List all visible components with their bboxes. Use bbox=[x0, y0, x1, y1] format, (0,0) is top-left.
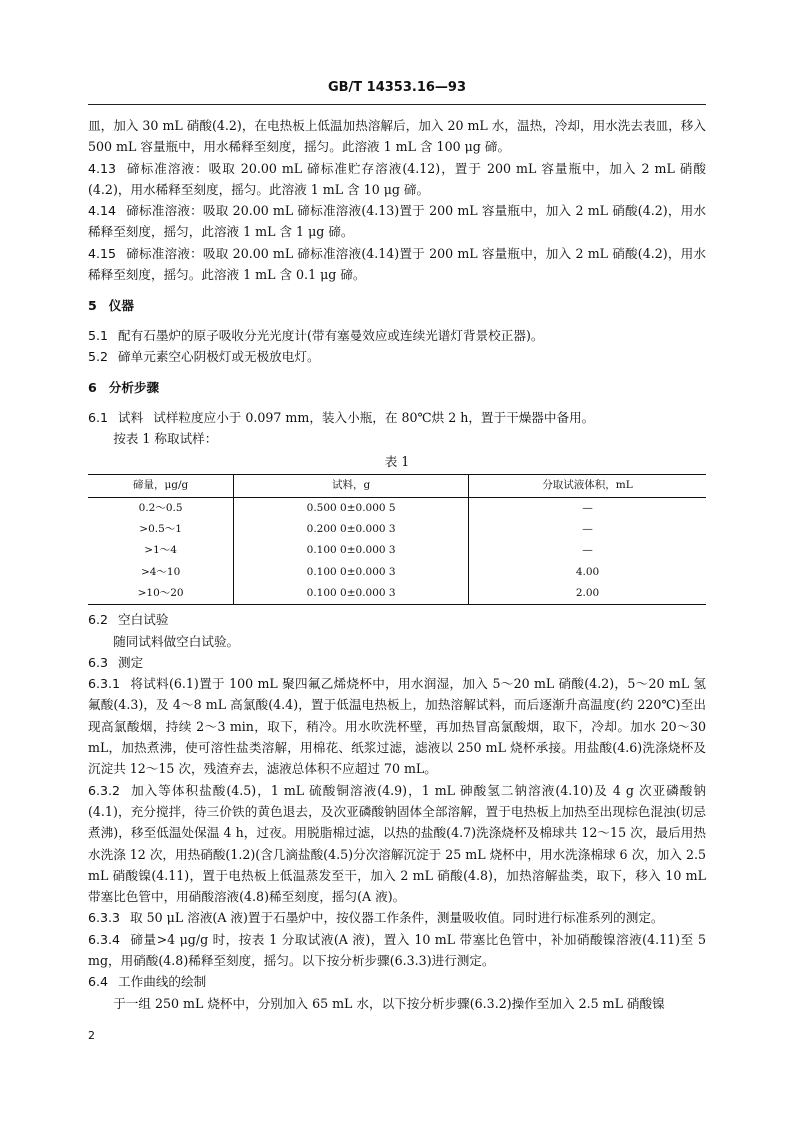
clause-label: 试料 bbox=[118, 409, 144, 425]
clause-number: 6.4 bbox=[88, 974, 109, 990]
table-row bbox=[88, 497, 706, 519]
clause-number: 6.3.4 bbox=[88, 931, 121, 947]
clause-number: 5.2 bbox=[88, 348, 109, 364]
table-cell: 0.200 0±0.000 3 bbox=[234, 519, 469, 540]
clause-label: 测定 bbox=[118, 654, 144, 670]
clause-text: 碲标准溶液：吸取 20.00 mL 碲标准贮存溶液(4.12)，置于 200 mL 容量瓶中，加入 2 mL 硝酸(4.2)，用水稀释至刻度，摇匀。此溶液 1 mL 含 10 μg 碲。 bbox=[88, 160, 706, 197]
table-row bbox=[88, 583, 706, 605]
column-header: 碲量，μg/g bbox=[132, 479, 189, 492]
table-cell: >4～10 bbox=[140, 565, 181, 578]
table-cell: >1～4 bbox=[144, 544, 177, 557]
clause-number: 6.1 bbox=[88, 409, 109, 425]
clause-6-4-text: 于一组 250 mL 烧杯中，分别加入 65 mL 水，以下按分析步骤(6.3.2)操作至加入 2.5 mL 硝酸镍 bbox=[113, 995, 665, 1011]
table-cell: >0.5～1 bbox=[139, 523, 182, 536]
clause-text: 取 50 μL 溶液(A 液)置于石墨炉中，按仪器工作条件，测量吸收值。同时进行标准系列的测定。 bbox=[130, 910, 664, 926]
clause-6-3-2 bbox=[88, 780, 706, 908]
table-cell: 0.500 0±0.000 5 bbox=[234, 497, 469, 519]
table-cell: — bbox=[469, 519, 706, 540]
column-header: 分取试液体积，mL bbox=[469, 475, 706, 497]
clause-text: 碲标准溶液：吸取 20.00 mL 碲标准溶液(4.13)置于 200 mL 容量瓶中，加入 2 mL 硝酸(4.2)，用水稀释至刻度，摇匀，此溶液 1 mL 含 1 μg 碲。 bbox=[88, 203, 706, 240]
clause-number: 6.2 bbox=[88, 612, 109, 628]
clause-5-1 bbox=[88, 325, 706, 346]
table-row bbox=[88, 562, 706, 583]
clause-4-15 bbox=[88, 243, 706, 286]
clause-6-1-continuation: 按表 1 称取试样： bbox=[113, 430, 218, 446]
section-number: 6 bbox=[88, 380, 97, 396]
clause-number: 4.13 bbox=[88, 160, 117, 176]
clause-text: 加入等体积盐酸(4.5)，1 mL 硫酸铜溶液(4.9)，1 mL 砷酸氢二钠溶液(4.10)及 4 g 次亚磷酸钠(4.1)，充分搅拌，待三价铁的黄色退去，及次亚磷酸钠固体全部溶解，置于电热板上加热至出现棕色混浊(切忌煮沸)，移至低温处保温 4 h，过夜。用脱脂棉过滤，以热的盐酸(4.7)洗涤烧杯及棉球共 12～15 次，最后用热水洗涤 12 次，用热硝酸(1.2)(含几滴盐酸(4.5)分次溶解沉淀于 25 mL 烧杯中，用水洗涤棉球 6 次，加入 2.5 mL 硝酸镍(4.11)，置于电热板上低温蒸发至干，加入 2 mL 硝酸(4.8)，加热溶解盐类，取下，移入 10 mL 带塞比色管中，用硝酸溶液(4.8)稀至刻度，摇匀(A 液)。 bbox=[88, 782, 706, 905]
clause-text: 碲量>4 μg/g 时，按表 1 分取试液(A 液)，置入 10 mL 带塞比色管中，补加硝酸镍溶液(4.11)至 5 mg，用硝酸(4.8)稀释至刻度，摇匀。以下按分析步骤(6.3.3)进行测定。 bbox=[88, 931, 706, 968]
section-5-heading bbox=[88, 295, 706, 316]
clause-6-4 bbox=[88, 971, 706, 992]
intro-paragraph: 皿，加入 30 mL 硝酸(4.2)，在电热板上低温加热溶解后，加入 20 mL 水，温热，冷却，用水洗去表皿，移入 500 mL 容量瓶中，用水稀释至刻度，摇匀。此溶液 1 mL 含 100 μg 碲。 bbox=[88, 118, 706, 155]
header-rule bbox=[88, 104, 706, 105]
table-header-row bbox=[88, 475, 706, 497]
table-cell: — bbox=[469, 497, 706, 519]
clause-number: 6.3 bbox=[88, 654, 109, 670]
clause-number: 4.15 bbox=[88, 245, 117, 261]
clause-number: 6.3.1 bbox=[88, 676, 121, 692]
clause-text: 碲标准溶液：吸取 20.00 mL 碲标准溶液(4.14)置于 200 mL 容量瓶中，加入 2 mL 硝酸(4.2)，用水稀释至刻度，摇匀。此溶液 1 mL 含 0.1 μg 碲。 bbox=[88, 245, 706, 283]
table-cell: 2.00 bbox=[469, 583, 706, 605]
table-row bbox=[88, 519, 706, 540]
clause-6-2 bbox=[88, 609, 706, 630]
table-cell: 0.100 0±0.000 3 bbox=[234, 540, 469, 561]
clause-5-2 bbox=[88, 346, 706, 367]
clause-6-3-3 bbox=[88, 907, 706, 928]
table-cell: 0.100 0±0.000 3 bbox=[234, 583, 469, 605]
table-cell: 0.2～0.5 bbox=[138, 501, 183, 514]
table-caption: 表 1 bbox=[384, 454, 410, 470]
column-header: 试料，g bbox=[234, 475, 469, 497]
clause-text: 碲单元素空心阴极灯或无极放电灯。 bbox=[118, 348, 320, 364]
section-number: 5 bbox=[88, 298, 97, 314]
clause-number: 5.1 bbox=[88, 327, 109, 343]
clause-6-3-4 bbox=[88, 929, 706, 972]
clause-text: 试样粒度应小于 0.097 mm，装入小瓶，在 80℃烘 2 h，置于干燥器中备用。 bbox=[153, 409, 595, 425]
table-row bbox=[88, 540, 706, 561]
page-content bbox=[88, 115, 706, 1014]
table-cell: 0.100 0±0.000 3 bbox=[234, 562, 469, 583]
clause-6-1 bbox=[88, 407, 706, 428]
clause-4-13 bbox=[88, 158, 706, 201]
section-title: 仪器 bbox=[108, 298, 134, 314]
clause-label: 工作曲线的绘制 bbox=[118, 974, 207, 990]
clause-6-2-text: 随同试料做空白试验。 bbox=[113, 633, 240, 649]
page-header: GB/T 14353.16—93 bbox=[327, 80, 467, 95]
clause-text: 将试料(6.1)置于 100 mL 聚四氟乙烯烧杯中，用水润湿，加入 5～20 mL 硝酸(4.2)，5～20 mL 氢氟酸(4.3)，及 4～8 mL 高氯酸(4.4)，置于低温电热板上，加热溶解试料，而后逐渐升高温度(约 220℃)至出现高氯酸烟，持续 2～3 min，取下，稍冷。用水吹洗杯壁，再加热冒高氯酸烟，取下，冷却。加水 20～30 mL，加热煮沸，使可溶性盐类溶解，用棉花、纸浆过滤，滤液以 250 mL 烧杯承接。用盐酸(4.6)洗涤烧杯及沉淀共 12～15 次，残渣弃去，滤液总体积不应超过 70 mL。 bbox=[88, 676, 706, 777]
clause-label: 空白试验 bbox=[118, 612, 169, 628]
clause-number: 4.14 bbox=[88, 203, 117, 219]
page-number: 2 bbox=[88, 1029, 95, 1042]
clause-number: 6.3.3 bbox=[88, 910, 121, 926]
sample-weight-table bbox=[88, 474, 706, 605]
clause-number: 6.3.2 bbox=[88, 782, 121, 798]
clause-6-3-1 bbox=[88, 673, 706, 779]
table-cell: 4.00 bbox=[469, 562, 706, 583]
section-6-heading bbox=[88, 377, 706, 398]
clause-6-3 bbox=[88, 652, 706, 673]
clause-4-14 bbox=[88, 200, 706, 243]
table-cell: — bbox=[469, 540, 706, 561]
table-cell: >10～20 bbox=[137, 586, 184, 599]
clause-text: 配有石墨炉的原子吸收分光光度计(带有塞曼效应或连续光谱灯背景校正器)。 bbox=[118, 327, 544, 343]
section-title: 分析步骤 bbox=[108, 380, 160, 396]
